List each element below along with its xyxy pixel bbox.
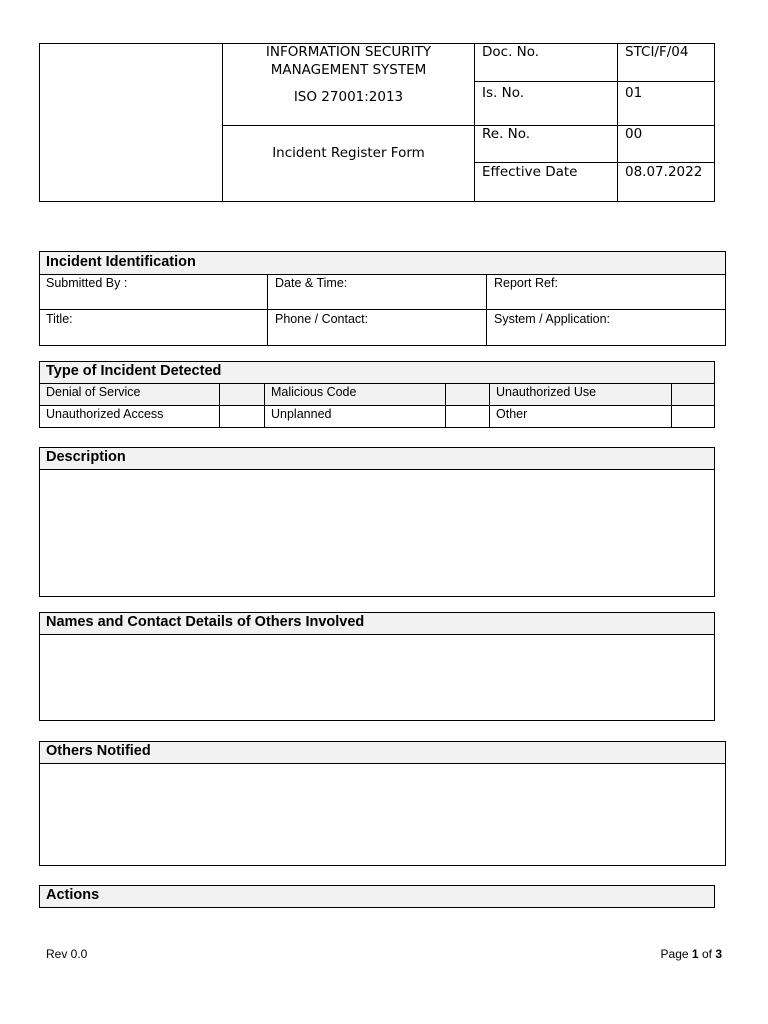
doc-no-label: Doc. No. [482, 44, 540, 60]
row-divider [39, 309, 726, 310]
report-ref-field[interactable]: Report Ref: [494, 276, 558, 290]
option-unauthorized-access: Unauthorized Access [46, 407, 164, 421]
unauthorized-access-checkbox[interactable] [220, 406, 264, 427]
issue-no-label: Is. No. [482, 85, 525, 101]
option-unplanned: Unplanned [271, 407, 332, 421]
column-divider [489, 383, 490, 428]
page-number [661, 947, 722, 961]
page-total: 3 [715, 947, 722, 961]
system-application-field[interactable]: System / Application: [494, 312, 611, 326]
issue-no-value: 01 [625, 85, 643, 101]
form-name: Incident Register Form [272, 145, 425, 161]
page-of: of [701, 947, 712, 961]
header-divider [222, 125, 475, 126]
denial-of-service-checkbox[interactable] [220, 384, 264, 405]
incident-type-heading: Type of Incident Detected [39, 361, 715, 384]
header-divider [617, 43, 618, 202]
system-title-line1: INFORMATION SECURITY [265, 44, 432, 60]
option-row-bg [40, 383, 714, 405]
revision-no-label: Re. No. [482, 126, 531, 142]
column-divider [267, 274, 268, 346]
unplanned-checkbox[interactable] [446, 406, 489, 427]
page-current: 1 [691, 947, 699, 961]
standard-label: ISO 27001:2013 [293, 89, 404, 105]
incident-identification-heading: Incident Identification [39, 251, 726, 275]
malicious-code-checkbox[interactable] [446, 384, 489, 405]
header-divider [474, 43, 475, 202]
page-prefix: Page [660, 947, 689, 961]
doc-no-value: STCI/F/04 [625, 44, 689, 60]
description-textarea[interactable] [40, 470, 714, 596]
revision-label: Rev 0.0 [46, 947, 88, 961]
others-notified-heading: Others Notified [39, 741, 726, 764]
option-unauthorized-use: Unauthorized Use [496, 385, 597, 399]
others-involved-textarea[interactable] [40, 635, 714, 720]
header-divider [474, 162, 715, 163]
others-notified-textarea[interactable] [40, 764, 725, 865]
system-title-line2: MANAGEMENT SYSTEM [270, 62, 427, 78]
others-involved-heading: Names and Contact Details of Others Involved [39, 612, 715, 635]
option-malicious-code: Malicious Code [271, 385, 357, 399]
revision-no-value: 00 [625, 126, 643, 142]
option-denial-of-service: Denial of Service [46, 385, 141, 399]
description-heading: Description [39, 447, 715, 470]
title-field[interactable]: Title: [46, 312, 73, 326]
unauthorized-use-checkbox[interactable] [672, 384, 714, 405]
header-divider [474, 81, 715, 82]
date-time-field[interactable]: Date & Time: [275, 276, 348, 290]
submitted-by-field[interactable]: Submitted By : [46, 276, 128, 290]
effective-date-label: Effective Date [482, 164, 578, 180]
column-divider [486, 274, 487, 346]
column-divider [264, 383, 265, 428]
actions-heading: Actions [39, 885, 715, 908]
effective-date-value: 08.07.2022 [625, 164, 703, 180]
option-other: Other [496, 407, 528, 421]
row-divider [39, 405, 715, 406]
logo-area [40, 44, 222, 201]
phone-contact-field[interactable]: Phone / Contact: [275, 312, 369, 326]
other-checkbox[interactable] [672, 406, 714, 427]
